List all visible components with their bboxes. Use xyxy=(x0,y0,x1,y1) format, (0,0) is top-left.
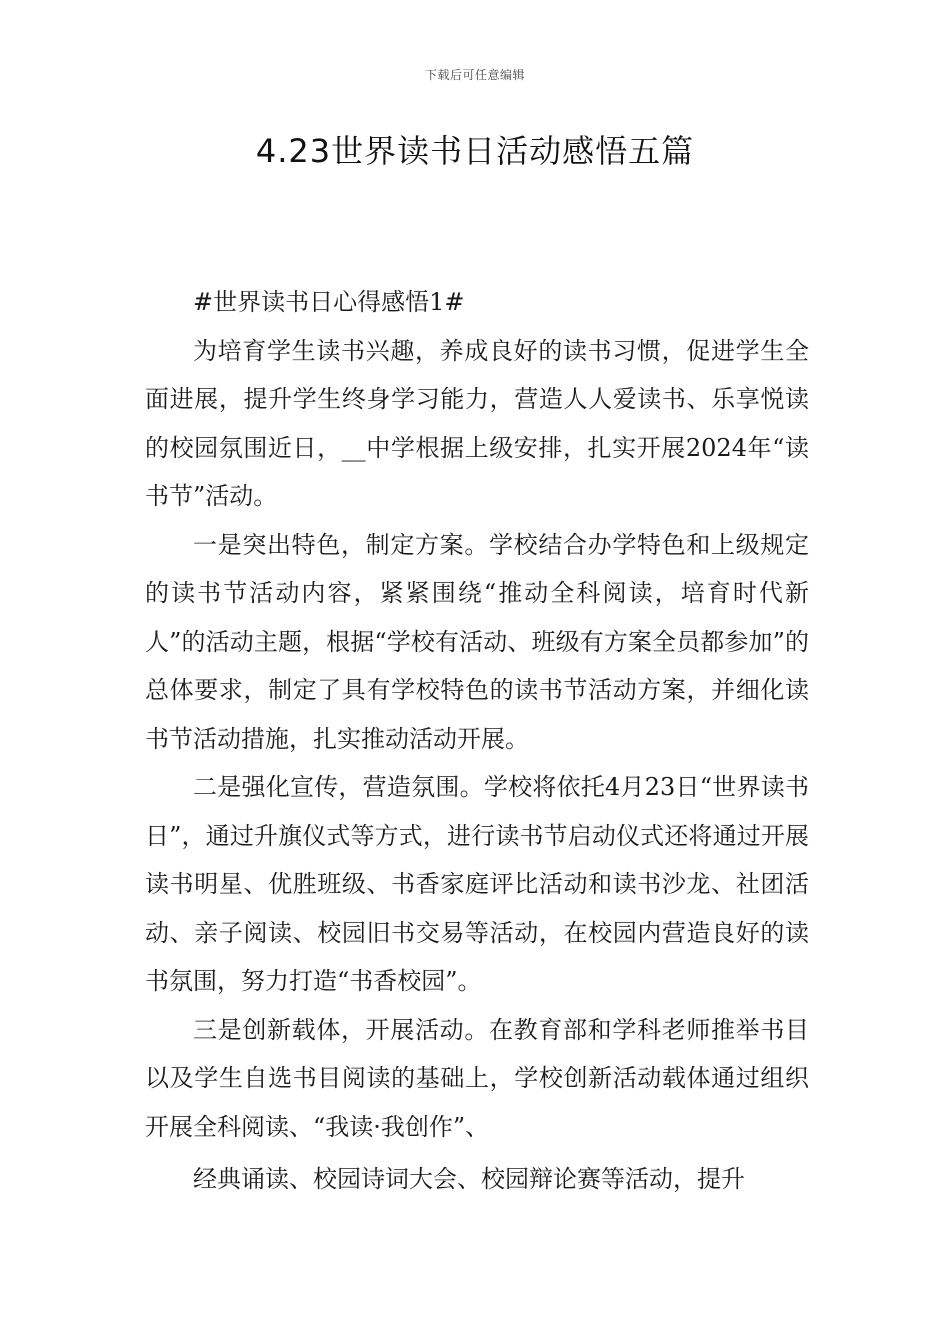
paragraph: 一是突出特色，制定方案。学校结合办学特色和上级规定的读书节活动内容，紧紧围绕“推动全科阅读，培育时代新人”的活动主题，根据“学校有活动、班级有方案全员都参加”的总体要求，制定了具有学校特色的读书节活动方案，并细化读书节活动措施，扎实推动活动开展。 xyxy=(145,530,809,753)
paragraph: 二是强化宣传，营造氛围。学校将依托4月23日“世界读书日”，通过升旗仪式等方式，进行读书节启动仪式还将通过开展读书明星、优胜班级、书香家庭评比活动和读书沙龙、社团活动、亲子阅读、校园旧书交易等活动，在校园内营造良好的读书氛围，努力打造“书香校园”。 xyxy=(145,773,809,995)
section-heading: #世界读书日心得感悟1# xyxy=(193,288,465,316)
paragraph: 为培育学生读书兴趣，养成良好的读书习惯，促进学生全面进展，提升学生终身学习能力，营造人人爱读书、乐享悦读的校园氛围近日，__中学根据上级安排，扎实开展2024年“读书节”活动。 xyxy=(145,336,809,510)
paragraph: 经典诵读、校园诗词大会、校园辩论赛等活动，提升 xyxy=(193,1165,745,1193)
page-title: 4.23世界读书日活动感悟五篇 xyxy=(255,132,695,170)
paragraph: 三是创新载体，开展活动。在教育部和学科老师推举书目以及学生自选书目阅读的基础上，学校创新活动载体通过组织开展全科阅读、“我读·我创作”、 xyxy=(145,1015,809,1141)
header-note: 下载后可任意编辑 xyxy=(424,68,525,82)
document-body xyxy=(145,278,809,1204)
